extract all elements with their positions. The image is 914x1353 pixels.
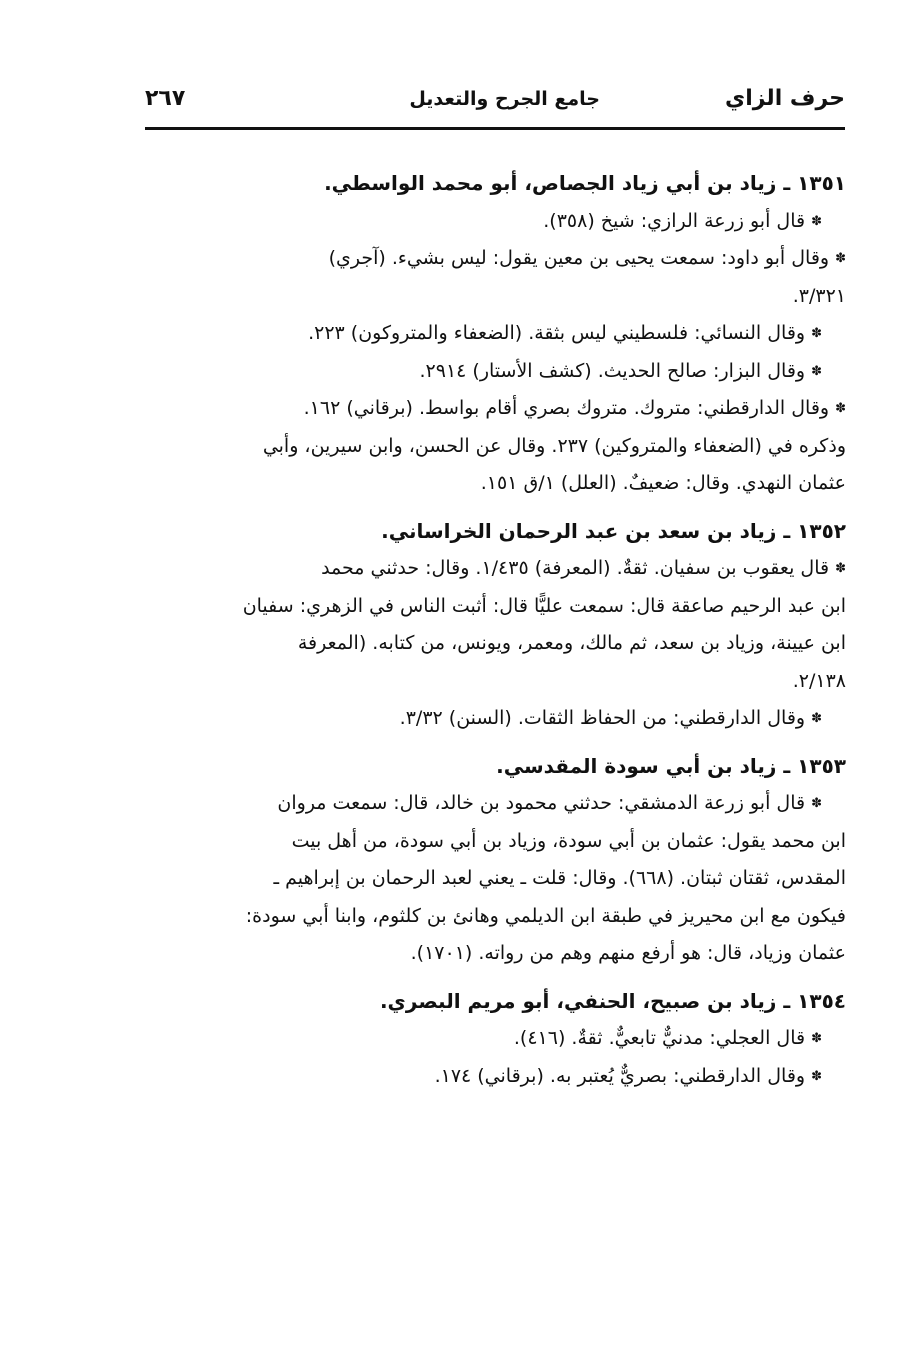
narration-line: عثمان النهدي. وقال: ضعيفٌ. (العلل) ١/ق ١٥١. <box>480 472 846 494</box>
entry-1351 <box>140 165 846 503</box>
page-body <box>140 165 846 1105</box>
narration-line: ابن عيينة، وزياد بن سعد، ثم مالك، ومعمر، ويونس، من كتابه. (المعرفة <box>297 632 846 654</box>
header-rule <box>145 127 845 130</box>
entry-1354 <box>140 983 846 1096</box>
page-header <box>145 82 845 122</box>
narration-line: ✽ وقال أبو داود: سمعت يحيى بن معين يقول: ليس بشيء. (آجري) <box>140 240 846 278</box>
page-number: ٢٦٧ <box>145 86 186 111</box>
narration-line: ٣/٣٢١. <box>792 284 846 307</box>
entry-title: ١٣٥٢ ـ زياد بن سعد بن عبد الرحمان الخراساني. <box>381 518 846 543</box>
narration-line: ✽ وقال الدارقطني: من الحفاظ الثقات. (السنن) ٣/٣٢. <box>140 700 846 738</box>
book-title: جامع الجرح والتعديل <box>409 88 600 110</box>
narration-line: ✽ وقال الدارقطني: بصريٌّ يُعتبر به. (برقاني) ١٧٤. <box>140 1058 846 1096</box>
entry-1352 <box>140 513 846 738</box>
entry-1353 <box>140 748 846 973</box>
narration-line: عثمان وزياد، قال: هو أرفع منهم وهم من رواته. (١٧٠١). <box>410 942 846 964</box>
narration-line: ✽ وقال البزار: صالح الحديث. (كشف الأستار) ٢٩١٤. <box>140 353 846 391</box>
narration-line: ابن محمد يقول: عثمان بن أبي سودة، وزياد بن أبي سودة، من أهل بيت <box>291 829 846 852</box>
narration-line: فيكون مع ابن محيريز في طبقة ابن الديلمي وهانئ بن كلثوم، وابنا أبي سودة: <box>245 904 846 927</box>
narration-line: المقدس، ثقتان ثبتان. (٦٦٨). وقال: قلت ـ يعني لعبد الرحمان بن إبراهيم ـ <box>273 867 846 889</box>
narration-line: وذكره في (الضعفاء والمتروكين) ٢٣٧. وقال عن الحسن، وابن سيرين، وأبي <box>262 434 846 457</box>
entry-title: ١٣٥٤ ـ زياد بن صبيح، الحنفي، أبو مريم البصري. <box>379 988 846 1013</box>
entry-title: ١٣٥١ ـ زياد بن أبي زياد الجصاص، أبو محمد الواسطي. <box>324 171 846 195</box>
narration-line: ✽ قال أبو زرعة الدمشقي: حدثني محمود بن خالد، قال: سمعت مروان <box>140 785 846 823</box>
entry-title: ١٣٥٣ ـ زياد بن أبي سودة المقدسي. <box>496 753 846 778</box>
narration-line: ✽ قال أبو زرعة الرازي: شيخ (٣٥٨). <box>140 203 846 241</box>
narration-line: ٢/١٣٨. <box>792 669 846 692</box>
narration-line: ابن عبد الرحيم صاعقة قال: سمعت عليًّا قال: أثبت الناس في الزهري: سفيان <box>242 594 846 617</box>
narration-line: ✽ قال العجلي: مدنيٌّ تابعيٌّ. ثقةٌ. (٤١٦). <box>140 1020 846 1058</box>
narration-line: ✽ وقال النسائي: فلسطيني ليس بثقة. (الضعفاء والمتروكون) ٢٢٣. <box>140 315 846 353</box>
narration-line: ✽ وقال الدارقطني: متروك. متروك بصري أقام بواسط. (برقاني) ١٦٢. <box>140 390 846 428</box>
section-title: حرف الزاي <box>725 86 845 111</box>
narration-line: ✽ قال يعقوب بن سفيان. ثقةٌ. (المعرفة) ١/٤٣٥. وقال: حدثني محمد <box>140 550 846 588</box>
